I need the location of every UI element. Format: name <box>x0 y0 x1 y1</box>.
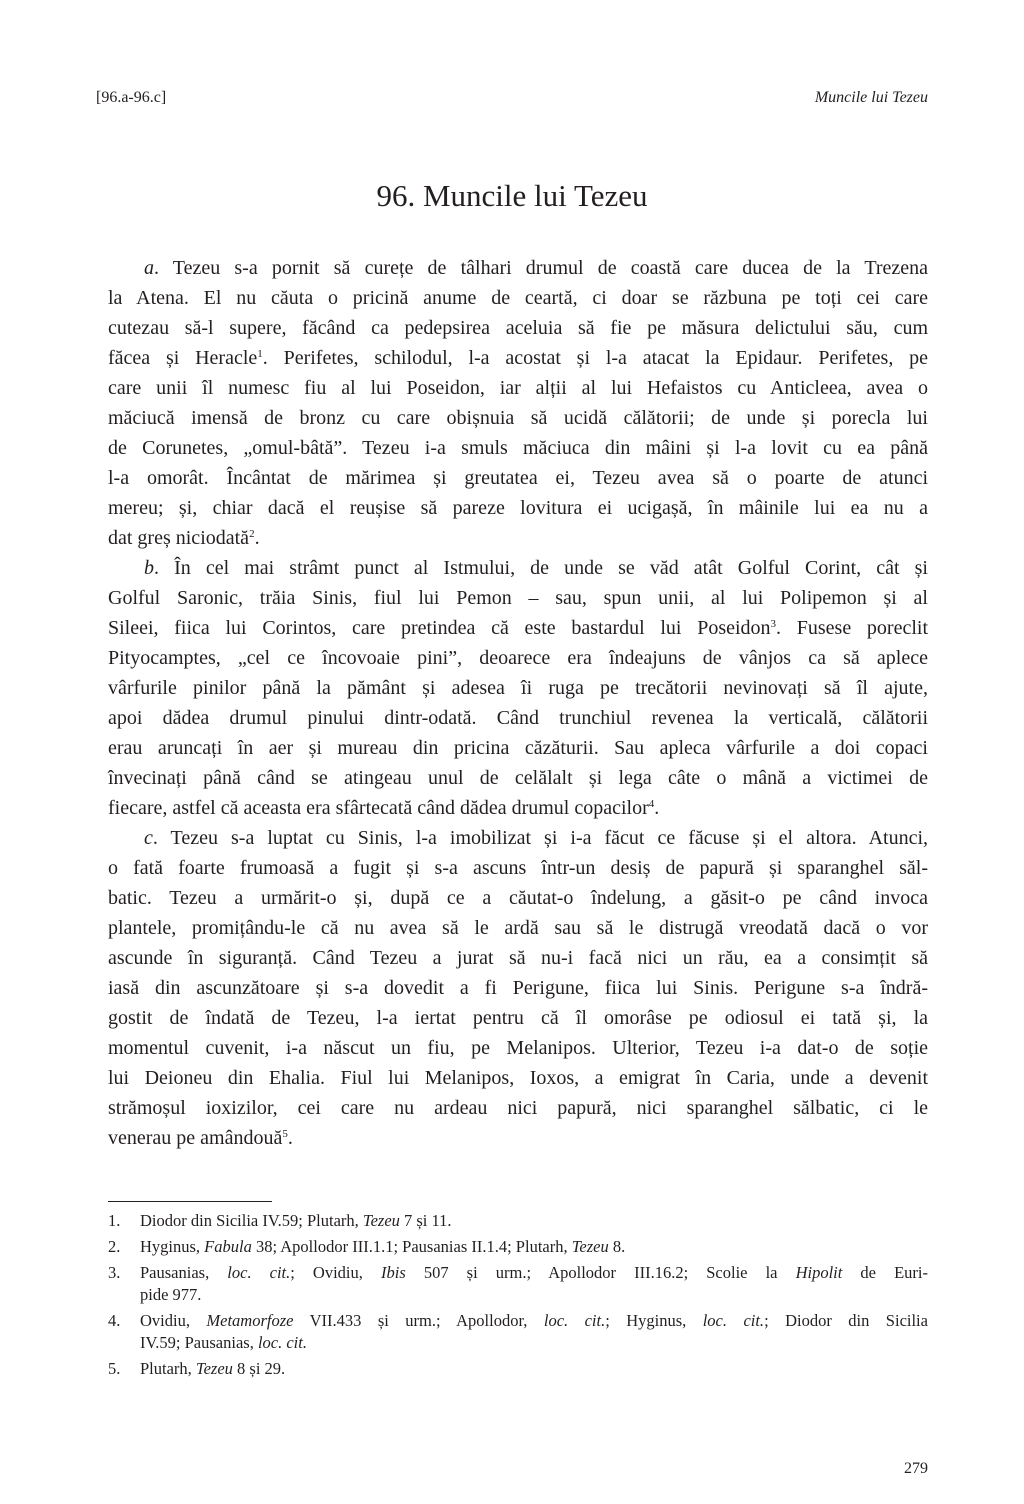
paragraph <box>108 553 928 823</box>
text-segment: strămoșul ioxizilor, cei care nu ardeau nici papură, nici sparanghel sălbatic, ci le <box>108 1097 928 1119</box>
text-segment: Tezeu <box>571 1237 609 1256</box>
text-line <box>108 343 928 373</box>
text-segment: Sileei, fiica lui Corintos, care pretindea că este bastardul lui Poseidon <box>108 617 771 639</box>
text-line <box>108 583 928 613</box>
chapter-title: 96. Muncile lui Tezeu <box>376 178 648 213</box>
text-line <box>108 703 928 733</box>
text-segment: măciucă imensă de bronz cu care obișnuia să ucidă călătorii; de unde și porecla lui <box>108 407 928 429</box>
text-segment: . <box>287 1127 293 1149</box>
text-line <box>108 883 928 913</box>
text-segment: Golful Saronic, trăia Sinis, fiul lui Pemon – sau, spun unii, al lui Polipemon și al <box>108 587 928 609</box>
text-segment: . Perifetes, schilodul, l-a acostat și l-a atacat la Epidaur. Perifetes, pe <box>262 347 928 369</box>
text-segment: Plutarh, <box>140 1359 196 1378</box>
text-segment: Fabula <box>204 1237 252 1256</box>
text-segment: Tezeu <box>195 1359 233 1378</box>
text-line <box>108 973 928 1003</box>
footnote-number: 4. <box>108 1311 121 1330</box>
text-line <box>108 1123 928 1153</box>
text-line <box>108 553 928 583</box>
text-segment: dat greș niciodată <box>108 527 250 549</box>
text-segment: Ibis <box>380 1263 406 1282</box>
text-segment: 8. <box>608 1237 626 1256</box>
text-line <box>108 943 928 973</box>
text-line <box>108 1003 928 1033</box>
text-segment: loc. cit. <box>543 1311 606 1330</box>
text-segment: la Atena. El nu căuta o pricină anume de ceartă, ci doar se răzbuna pe toți cei care <box>108 287 928 309</box>
text-segment: IV.59; Pausanias, <box>140 1333 258 1352</box>
footnote-text <box>140 1236 928 1258</box>
text-segment: Metamorfoze <box>206 1311 294 1330</box>
text-segment: erau aruncați în aer și mureau din pricina căzăturii. Sau apleca vârfurile a doi copaci <box>108 737 928 759</box>
text-segment: de Corunetes, „omul-bâtă”. Tezeu i-a smuls măciuca din mâini și l-a lovit cu ea până <box>108 437 928 459</box>
footnote <box>108 1236 928 1258</box>
text-segment: 7 și 11. <box>399 1211 452 1230</box>
text-segment: iasă din ascunzătoare și s-a dovedit a fi Perigune, fiica lui Sinis. Perigune s-a îndră- <box>108 977 928 999</box>
text-segment: vârfurile pinilor până la pământ și adesea îi ruga pe trecătorii nevinovați să îl ajute, <box>108 677 928 699</box>
text-line <box>108 433 928 463</box>
text-segment: . Tezeu s-a luptat cu Sinis, l-a imobilizat și i-a făcut ce făcuse și el altora. Atunci, <box>152 827 928 849</box>
footnote-text <box>140 1310 928 1354</box>
footnote-line <box>140 1332 928 1354</box>
text-line <box>108 253 928 283</box>
text-segment: mereu; și, chiar dacă el reușise să pareze lovitura ei ucigașă, în mâinile lui ea nu a <box>108 497 928 519</box>
footnote-reference: 5 <box>282 1128 288 1140</box>
text-segment: . <box>254 527 260 549</box>
footnote <box>108 1210 928 1232</box>
text-line <box>108 283 928 313</box>
footnote <box>108 1262 928 1306</box>
footnote-separator <box>108 1201 272 1202</box>
running-header-section-range: [96.a-96.c] <box>96 89 167 106</box>
footnote-number: 5. <box>108 1359 121 1378</box>
text-segment: învecinați până când se atingeau unul de celălalt și lega câte o mână a victimei de <box>108 767 928 789</box>
text-line <box>108 313 928 343</box>
text-segment: cutezau să-l supere, făcând ca pedepsirea aceluia să fie pe măsura delictului său, cum <box>108 317 928 339</box>
text-segment: . Fusese poreclit <box>776 617 929 639</box>
text-segment: batic. Tezeu a urmărit-o și, după ce a căutat-o îndelung, a găsit-o pe când invoca <box>108 887 928 909</box>
footnote-number: 3. <box>108 1263 121 1282</box>
text-segment: făcea și Heracle <box>108 347 258 369</box>
text-line <box>108 673 928 703</box>
text-line <box>108 913 928 943</box>
text-line <box>108 1063 928 1093</box>
text-segment: lui Deioneu din Ehalia. Fiul lui Melanipos, Ioxos, a emigrat în Caria, unde a devenit <box>108 1067 928 1089</box>
text-segment: de Euri- <box>842 1263 928 1282</box>
text-line <box>108 613 928 643</box>
text-segment: ; Hyginus, <box>605 1311 703 1330</box>
footnotes <box>108 1210 928 1384</box>
text-segment: . În cel mai strâmt punct al Istmului, de unde se văd atât Golful Corint, cât și <box>154 557 928 579</box>
footnote-line <box>140 1284 928 1306</box>
footnote-line <box>140 1236 928 1258</box>
text-segment: c <box>144 827 153 849</box>
footnote-reference: 4 <box>648 798 655 810</box>
footnote-line <box>140 1210 928 1232</box>
footnote <box>108 1310 928 1354</box>
text-segment: 38; Apollodor III.1.1; Pausanias II.1.4; Plutarh, <box>251 1237 572 1256</box>
text-segment: loc. cit. <box>227 1263 291 1282</box>
footnote <box>108 1358 928 1380</box>
text-line <box>108 733 928 763</box>
text-segment: Diodor din Sicilia IV.59; Plutarh, <box>140 1211 363 1230</box>
text-segment: Tezeu <box>362 1211 400 1230</box>
text-segment: l-a omorât. Încântat de mărimea și greutatea ei, Tezeu avea să o poarte de atunci <box>108 467 928 489</box>
text-segment: 507 și urm.; Apollodor III.16.2; Scolie la <box>405 1263 796 1282</box>
text-segment: Hipolit <box>795 1263 843 1282</box>
text-line <box>108 1093 928 1123</box>
text-segment: b <box>144 557 154 579</box>
text-segment: Pityocamptes, „cel ce încovoaie pini”, deoarece era îndeajuns de vânjos ca să aplece <box>108 647 928 669</box>
text-segment: momentul cuvenit, i-a născut un fiu, pe Melanipos. Ulterior, Tezeu i-a dat-o de soție <box>108 1037 928 1059</box>
text-segment: loc. cit. <box>257 1333 307 1352</box>
running-header-chapter-title: Muncile lui Tezeu <box>814 89 928 106</box>
footnote-text <box>140 1262 928 1306</box>
text-line <box>108 823 928 853</box>
text-line <box>108 373 928 403</box>
text-segment: pide 977. <box>140 1285 202 1304</box>
footnote-reference: 2 <box>249 528 255 540</box>
text-line <box>108 463 928 493</box>
text-segment: . <box>654 797 660 819</box>
text-line <box>108 1033 928 1063</box>
text-segment: plantele, promițându-le că nu avea să le ardă sau să le distrugă vreodată dacă o vor <box>108 917 928 939</box>
text-line <box>108 523 928 553</box>
text-segment: loc. cit. <box>702 1311 765 1330</box>
text-segment: ; Ovidiu, <box>290 1263 381 1282</box>
text-segment: a <box>144 257 154 279</box>
text-line <box>108 853 928 883</box>
text-segment: venerau pe amândouă <box>108 1127 283 1149</box>
text-line <box>108 493 928 523</box>
text-segment: Pausanias, <box>140 1263 228 1282</box>
text-line <box>108 643 928 673</box>
text-segment: 8 și 29. <box>232 1359 286 1378</box>
footnote-number: 1. <box>108 1211 121 1230</box>
footnote-reference: 3 <box>770 618 777 630</box>
text-line <box>108 763 928 793</box>
page-number: 279 <box>904 1460 928 1477</box>
text-segment: . Tezeu s-a pornit să curețe de tâlhari drumul de coastă care ducea de la Trezena <box>154 257 928 279</box>
footnote-reference: 1 <box>257 348 263 360</box>
text-line <box>108 793 928 823</box>
footnote-text <box>140 1358 928 1380</box>
footnote-line <box>140 1358 928 1380</box>
text-segment: Hyginus, <box>140 1237 205 1256</box>
text-segment: ; Diodor din Sicilia <box>764 1311 928 1330</box>
text-segment: VII.433 și urm.; Apollodor, <box>293 1311 544 1330</box>
text-segment: gostit de îndată de Tezeu, l-a iertat pentru că îl omorâse pe odiosul ei tată și, la <box>108 1007 928 1029</box>
paragraph <box>108 823 928 1153</box>
text-segment: ascunde în siguranță. Când Tezeu a jurat să nu-i facă nici un rău, ea a consimțit să <box>108 947 928 969</box>
text-segment: care unii îl numesc fiu al lui Poseidon, iar alții al lui Hefaistos cu Anticleea, avea o <box>108 377 928 399</box>
footnote-text <box>140 1210 928 1232</box>
text-segment: Ovidiu, <box>140 1311 207 1330</box>
text-segment: o fată foarte frumoasă a fugit și s-a ascuns într-un desiș de papură și sparanghel săl- <box>108 857 928 879</box>
body-text <box>108 253 928 1153</box>
text-line <box>108 403 928 433</box>
footnote-line <box>140 1262 928 1284</box>
paragraph <box>108 253 928 553</box>
footnote-number: 2. <box>108 1237 121 1256</box>
footnote-line <box>140 1310 928 1332</box>
text-segment: apoi dădea drumul pinului dintr-odată. Când trunchiul revenea la verticală, călătorii <box>108 707 928 729</box>
text-segment: fiecare, astfel că aceasta era sfârtecată când dădea drumul copacilor <box>108 797 649 819</box>
